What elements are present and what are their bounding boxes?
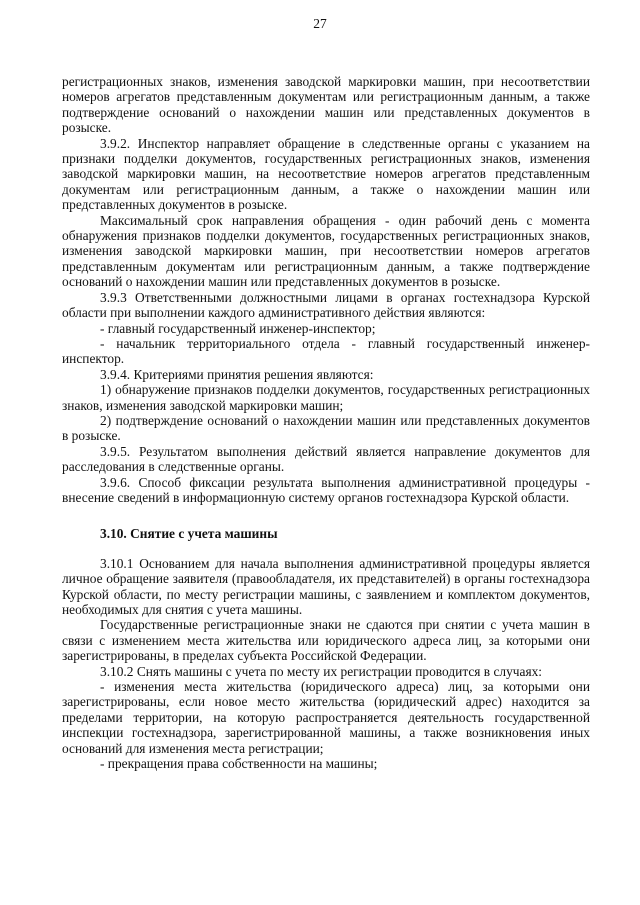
paragraph: 3.10.2 Снять машины с учета по месту их регистрации проводится в случаях:: [100, 663, 543, 679]
paragraph: регистрационных знаков, изменения заводской маркировки машин, при несоответствии номеров агрегатов представленным документам или регистрационным данным, а также подтверждение оснований о нахождении машин или представленных документов в розыске.: [62, 74, 590, 136]
paragraph: Государственные регистрационные знаки не сдаются при снятии с учета машин в связи с изменением места жительства или юридического адреса лиц, за которыми они зарегистрированы, в пределах субъекта Российской Федерации.: [62, 617, 590, 664]
spacer: [62, 505, 590, 526]
paragraph: 3.9.2. Инспектор направляет обращение в следственные органы с указанием на признаки подделки документов, государственных регистрационных знаков, изменения заводской маркировки машин, на несоответствие номеров агрегатов представленным документам или регистрационным данным, а также о нахождении машин или представленных документов в розыске.: [62, 135, 590, 213]
list-item: 2) подтверждение оснований о нахождении машин или представленных документов в розыске.: [62, 412, 590, 444]
paragraph: 3.9.5. Результатом выполнения действий является направление документов для расследования в следственные органы.: [62, 443, 590, 475]
paragraph: 3.9.3 Ответственными должностными лицами в органах гостехнадзора Курской области при выполнении каждого административного действия являются:: [62, 289, 590, 321]
paragraph: 3.10.1 Основанием для начала выполнения административной процедуры является личное обращение заявителя (правообладателя, их представителей) в органы гостехнадзора Курской области, по месту регистрации машины, с заявлением и комплектом документов, необходимых для снятия с учета машины.: [62, 555, 590, 617]
paragraph: Максимальный срок направления обращения - один рабочий день с момента обнаружения признаков подделки документов, государственных регистрационных знаков, изменения заводской маркировки машин, при несоответствии номеров агрегатов представленным документам или регистрационным данным, а также подтверждение оснований о нахождении машин или представленных документов в розыске.: [62, 212, 590, 290]
paragraph: 3.9.4. Критериями принятия решения являются:: [100, 366, 374, 382]
list-item: 1) обнаружение признаков подделки документов, государственных регистрационных знаков, изменения заводской маркировки машин;: [62, 382, 590, 413]
list-item: - изменения места жительства (юридического адреса) лиц, за которыми они зарегистрированы, если новое место жительства (юридический адрес) находится за пределами территории, на которую распространяется деятельность государственной инспекции гостехнадзора, зарегистрированной машины, а также возникновения иных оснований для изменения места регистрации;: [62, 679, 590, 756]
paragraph: 3.9.6. Способ фиксации результата выполнения административной процедуры - внесение сведений в информационную систему органов гостехнадзора Курской области.: [62, 474, 590, 505]
section-title: 3.10. Снятие с учета машины: [100, 526, 278, 542]
page-number: 27: [313, 16, 327, 31]
document-body: [62, 74, 590, 771]
list-item: - прекращения права собственности на машины;: [100, 756, 378, 772]
list-item: - главный государственный инженер-инспектор;: [100, 320, 376, 336]
spacer: [62, 542, 590, 556]
list-item: - начальник территориального отдела - главный государственный инженер-инспектор.: [62, 335, 590, 367]
